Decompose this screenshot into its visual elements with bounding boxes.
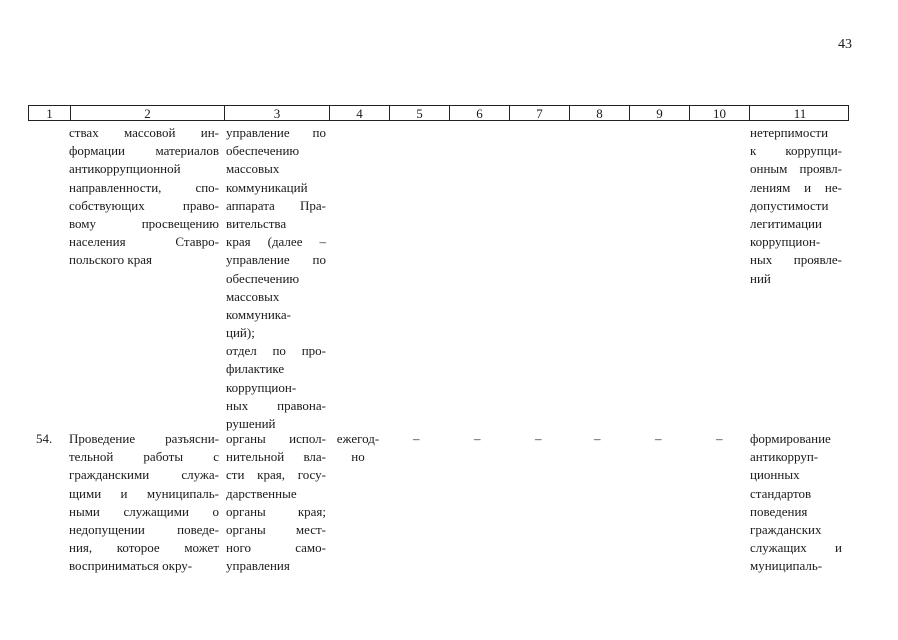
text-line: массовых [226,288,280,304]
text-line: нетерпимости [750,125,829,140]
dash-col-8: – [594,431,601,446]
table-header-row [28,105,849,121]
text-line: формирование [750,431,831,446]
header-col-11: 11 [749,106,850,120]
text-line: гражданских [750,521,822,537]
text-line: органы края; [226,503,326,519]
text-line: дарственные [226,485,297,501]
text-line: поведения [750,503,808,519]
text-line: легитимации [750,215,822,231]
text-line: управление по [226,252,326,268]
dash-col-6: – [474,431,481,446]
text-line: ежегод- [336,431,380,446]
text-line: ными служащими о [69,503,219,519]
header-col-5: 5 [389,106,449,120]
header-col-8: 8 [569,106,629,120]
text-line: органы испол- [226,431,326,446]
header-col-4: 4 [329,106,389,120]
text-line: управление по [226,125,326,140]
text-line: к коррупци- [750,143,842,159]
text-line: управления [226,558,290,574]
text-line: гражданскими служа- [69,467,219,483]
continued-row-col3 [226,124,326,433]
dash-col-7: – [535,431,542,446]
text-line: Проведение разъясни- [69,431,219,446]
text-line: служащих и [750,540,842,556]
text-line: коррупцион- [226,379,297,395]
header-col-10: 10 [689,106,749,120]
text-line: вому просвещению [69,215,219,231]
text-line: края (далее – [226,234,326,250]
text-line: стандартов [750,485,812,501]
row-54-col11 [750,430,842,576]
text-line: муниципаль- [750,558,823,574]
header-col-6: 6 [449,106,509,120]
text-line: ций); [226,325,255,341]
text-line: направленности, спо- [69,179,219,195]
row-54-col4 [330,430,386,466]
text-line: обеспечению [226,270,300,286]
dash-col-9: – [655,431,662,446]
text-line: ствах массовой ин- [69,125,219,140]
text-line: антикорруп- [750,449,819,465]
row-54-col3 [226,430,326,576]
row-54-number: 54. [36,431,53,446]
text-line: обеспечению [226,143,300,159]
text-line: ния, которое может [69,540,219,556]
text-line: ного само- [226,540,326,556]
text-line: филактике [226,361,285,377]
header-col-7: 7 [509,106,569,120]
page-number: 43 [838,37,852,52]
dash-col-5: – [413,431,420,446]
text-line: коммуника- [226,306,291,322]
text-line: ных проявле- [750,252,842,268]
continued-row-col11 [750,124,842,288]
text-line: но [351,449,365,465]
text-line: вительства [226,215,287,231]
continued-row-col2 [69,124,219,270]
text-line: антикоррупционной [69,161,181,177]
text-line: щими и муниципаль- [69,485,219,501]
text-line: ционных [750,467,800,483]
row-54-col2 [69,430,219,576]
header-col-2: 2 [70,106,224,120]
header-col-3: 3 [224,106,329,120]
dash-col-10: – [716,431,723,446]
text-line: допустимости [750,197,829,213]
text-line: польского края [69,252,152,268]
text-line: рушений [226,416,276,431]
text-line: собствующих право- [69,197,219,213]
text-line: сти края, госу- [226,467,326,483]
text-line: восприниматься окру- [69,558,193,574]
text-line: органы мест- [226,521,326,537]
text-line: населения Ставро- [69,234,219,250]
header-col-1: 1 [46,106,53,121]
text-line: недопущении поведе- [69,521,219,537]
header-col-9: 9 [629,106,689,120]
text-line: массовых [226,161,280,177]
text-line: аппарата Пра- [226,197,326,213]
text-line: онным проявл- [750,161,842,177]
text-line: лениям и не- [750,179,842,195]
text-line: коррупцион- [750,234,821,250]
text-line: ний [750,270,771,286]
text-line: нительной вла- [226,449,326,465]
text-line: тельной работы с [69,449,219,465]
text-line: формации материалов [69,143,219,159]
text-line: ных правона- [226,397,326,413]
text-line: отдел по про- [226,343,326,359]
text-line: коммуникаций [226,179,308,195]
